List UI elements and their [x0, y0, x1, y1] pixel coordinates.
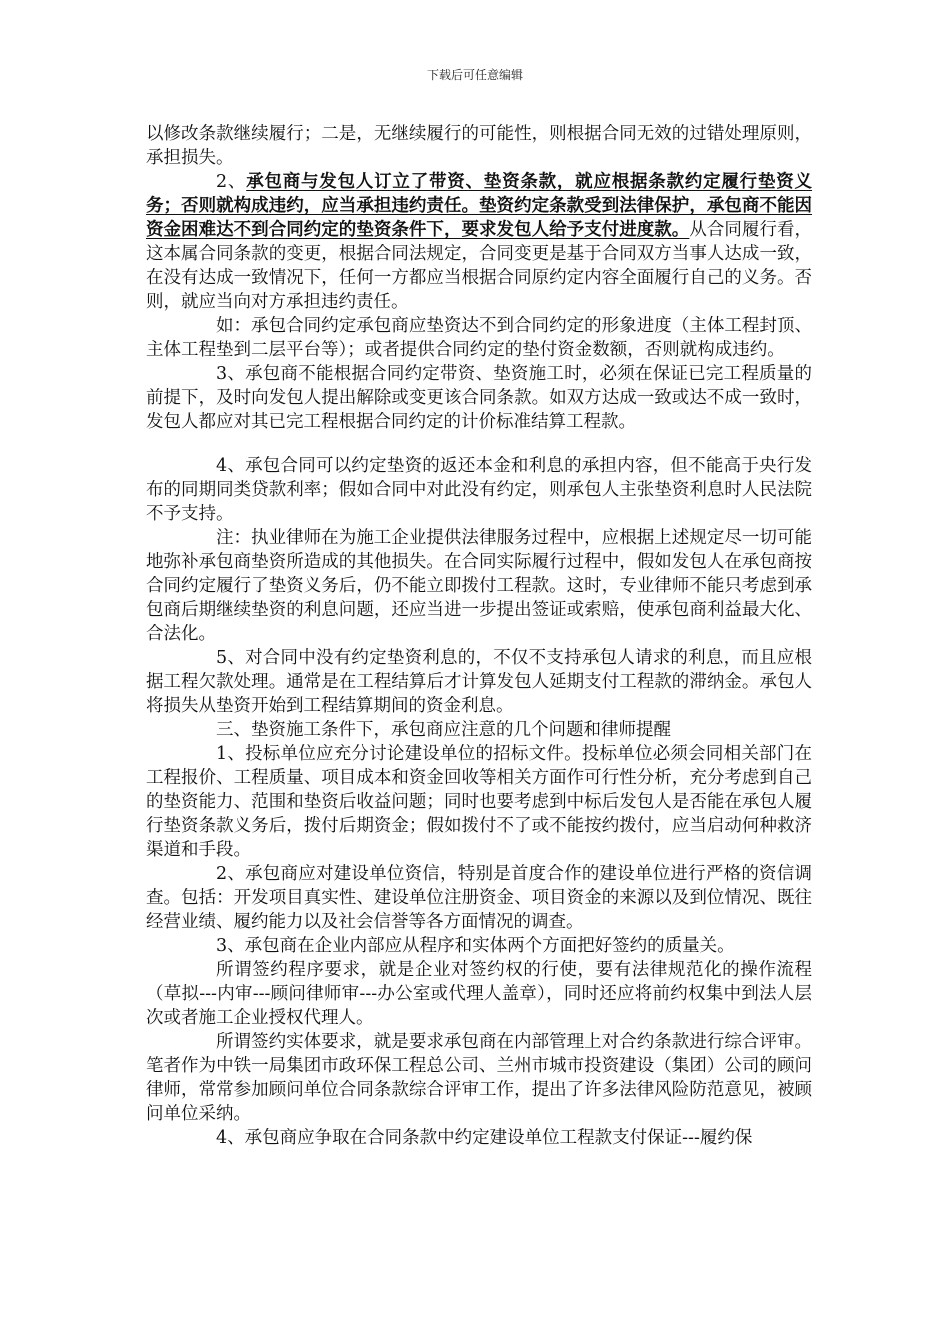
document-body — [146, 122, 812, 1150]
paragraph: 4、承包商应争取在合同条款中约定建设单位工程款支付保证---履约保 — [216, 1128, 753, 1148]
paragraph — [146, 170, 812, 314]
page-header: 下载后可任意编辑 — [426, 68, 523, 82]
paragraph: 所谓签约程序要求，就是企业对签约权的行使，要有法律规范化的操作流程（草拟---内审---顾问律师审---办公室或代理人盖章），同时还应将前约权集中到法人层次或者施工企业授权代理人。 — [146, 960, 812, 1028]
paragraph: 所谓签约实体要求，就是要求承包商在内部管理上对合约条款进行综合评审。笔者作为中铁一局集团市政环保工程总公司、兰州市城市投资建设（集团）公司的顾问律师，常常参加顾问单位合同条款综合评审工作，提出了许多法律风险防范意见，被顾问单位采纳。 — [146, 1032, 812, 1124]
paragraph: 5、对合同中没有约定垫资利息的，不仅不支持承包人请求的利息，而且应根据工程欠款处理。通常是在工程结算后才计算发包人延期支付工程款的滞纳金。承包人将损失从垫资开始到工程结算期间的资金利息。 — [146, 648, 812, 716]
paragraph: 如：承包合同约定承包商应垫资达不到合同约定的形象进度（主体工程封顶、主体工程垫到二层平台等）；或者提供合同约定的垫付资金数额，否则就构成违约。 — [146, 316, 812, 360]
paragraph: 1、投标单位应充分讨论建设单位的招标文件。投标单位必须会同相关部门在工程报价、工程质量、项目成本和资金回收等相关方面作可行性分析，充分考虑到自己的垫资能力、范围和垫资后收益问题；同时也要考虑到中标后发包人是否能在承包人履行垫资条款义务后，拨付后期资金；假如拨付不了或不能按约拨付，应当启动何种救济渠道和手段。 — [146, 744, 812, 860]
paragraph: 2、承包商应对建设单位资信，特别是首度合作的建设单位进行严格的资信调查。包括：开发项目真实性、建设单位注册资金、项目资金的来源以及到位情况、既往经营业绩、履约能力以及社会信誉等各方面情况的调查。 — [146, 864, 812, 932]
paragraph-text: 从合同履行看，这本属合同条款的变更，根据合同法规定，合同变更是基于合同双方当事人达成一致，在没有达成一致情况下，任何一方都应当根据合同原约定内容全面履行自己的义务。否则，就应当向对方承担违约责任。 — [146, 220, 813, 312]
paragraph: 注：执业律师在为施工企业提供法律服务过程中，应根据上述规定尽一切可能地弥补承包商垫资所造成的其他损失。在合同实际履行过程中，假如发包人在承包商按合同约定履行了垫资义务后，仍不能立即拨付工程款。这时，专业律师不能只考虑到承包商后期继续垫资的利息问题，还应当进一步提出签证或索赔，使承包商利益最大化、合法化。 — [146, 528, 812, 644]
emphasized-text: 承包商与发包人订立了带资、垫资条款，就应根据条款约定履行垫资义务；否则就构成违约，应当承担违约责任。垫资约定条款受到法律保护，承包商不能因资金困难达不到合同约定的垫资条件下，要求发包人给予支付进度款。 — [146, 172, 813, 240]
section-heading: 三、垫资施工条件下，承包商应注意的几个问题和律师提醒 — [216, 720, 671, 740]
paragraph-prefix: 2、 — [216, 172, 247, 192]
paragraph: 3、承包商不能根据合同约定带资、垫资施工时，必须在保证已完工程质量的前提下，及时向发包人提出解除或变更该合同条款。如双方达成一致或达不成一致时，发包人都应对其已完工程根据合同约定的计价标准结算工程款。 — [146, 364, 812, 432]
paragraph: 4、承包合同可以约定垫资的返还本金和利息的承担内容，但不能高于央行发布的同期同类贷款利率；假如合同中对此没有约定，则承包人主张垫资利息时人民法院不予支持。 — [146, 456, 812, 524]
paragraph: 以修改条款继续履行；二是，无继续履行的可能性，则根据合同无效的过错处理原则，承担损失。 — [146, 124, 812, 168]
paragraph: 3、承包商在企业内部应从程序和实体两个方面把好签约的质量关。 — [216, 936, 735, 956]
